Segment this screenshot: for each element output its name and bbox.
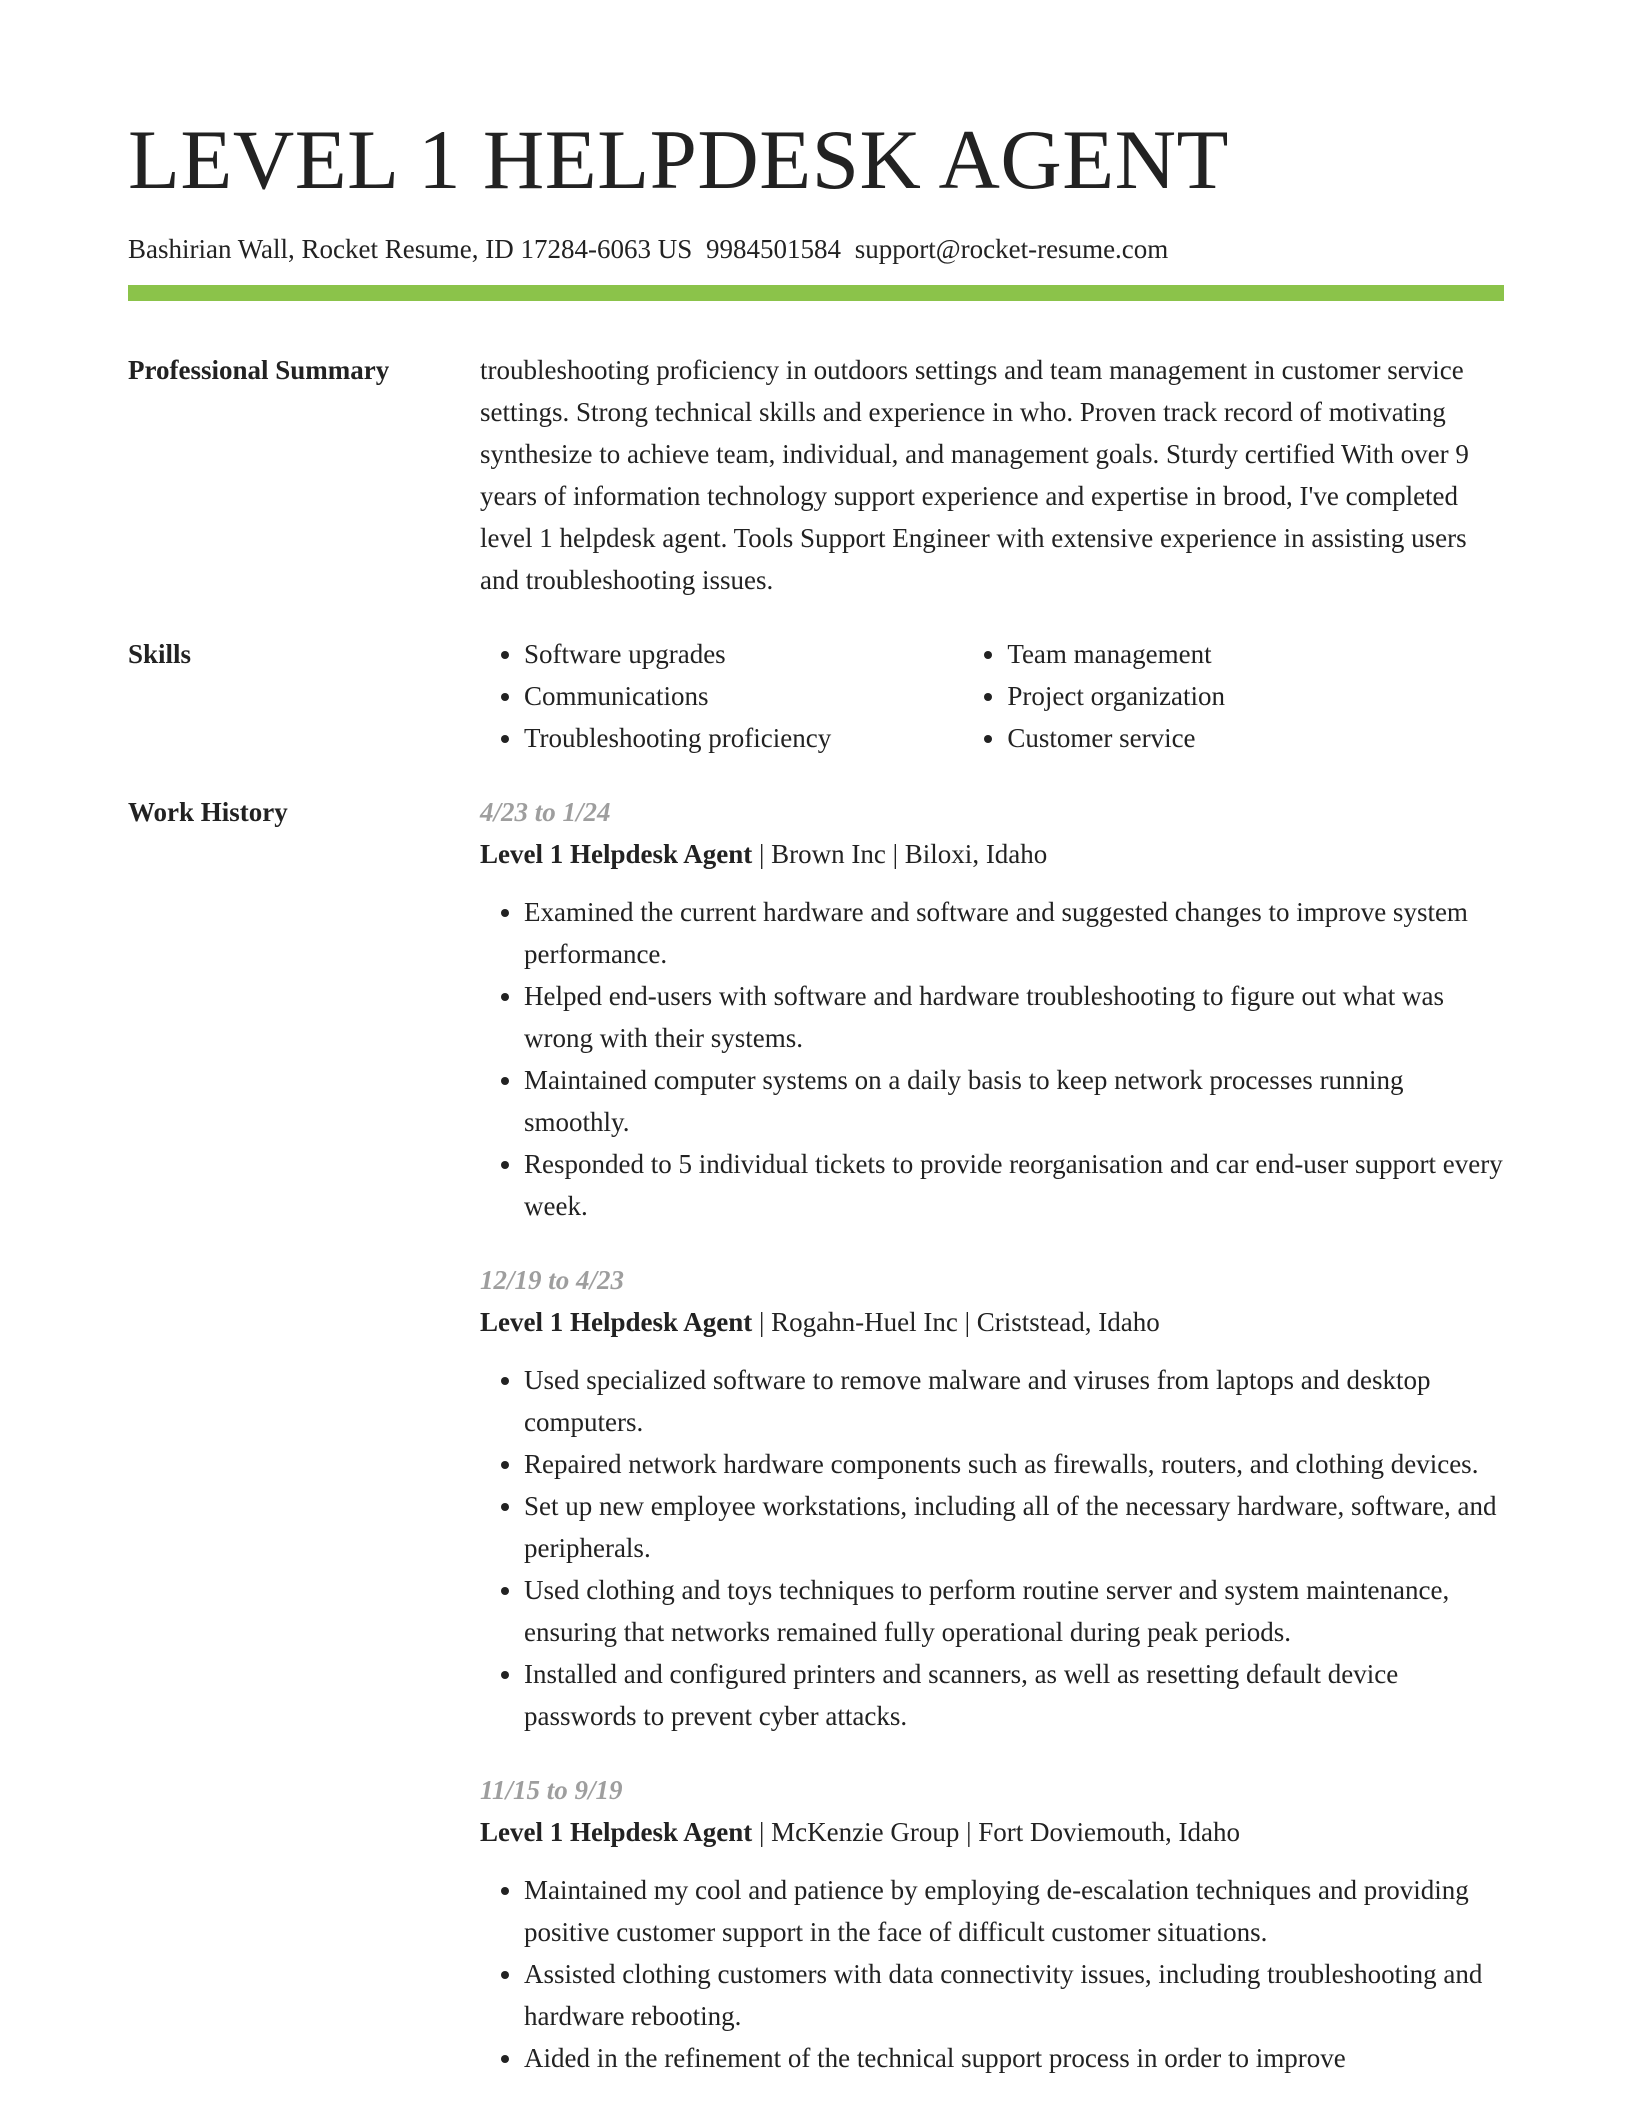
job-entry: [480, 791, 1504, 1227]
summary-body: [480, 349, 1504, 601]
skill-item: • Troubleshooting proficiency: [524, 717, 963, 759]
skill-item: • Software upgrades: [524, 633, 963, 675]
job-title-line: [480, 833, 1504, 875]
job-title: Level 1 Helpdesk Agent: [480, 839, 753, 869]
professional-summary-section: [128, 349, 1504, 601]
job-bullet: • Set up new employee workstations, including all of the necessary hardware, software, and peripherals.: [524, 1485, 1504, 1569]
section-label-summary: Professional Summary: [128, 355, 390, 385]
job-title: Level 1 Helpdesk Agent: [480, 1307, 753, 1337]
header-divider: [128, 285, 1504, 301]
job-title-line: [480, 1811, 1504, 1853]
job-bullets: [480, 1359, 1504, 1737]
job-title-line: [480, 1301, 1504, 1343]
job-bullet: • Helped end-users with software and hardware troubleshooting to figure out what was wrong with their systems.: [524, 975, 1504, 1059]
job-bullet: • Used clothing and toys techniques to perform routine server and system maintenance, ensuring that networks remained fully operational during peak periods.: [524, 1569, 1504, 1653]
contact-phone: 9984501584: [706, 234, 842, 264]
section-label-work-history: Work History: [128, 797, 288, 827]
job-details: | McKenzie Group | Fort Doviemouth, Idaho: [759, 1817, 1240, 1847]
job-entry: [480, 1259, 1504, 1737]
job-bullet: • Maintained my cool and patience by employing de-escalation techniques and providing positive customer support in the face of difficult customer situations.: [524, 1869, 1504, 1953]
job-dates: 11/15 to 9/19: [480, 1775, 623, 1805]
skills-columns: [480, 633, 1504, 759]
skills-body: [480, 633, 1504, 759]
skills-section: [128, 633, 1504, 759]
contact-address: Bashirian Wall, Rocket Resume, ID 17284-6063 US: [128, 234, 693, 264]
job-bullet: • Responded to 5 individual tickets to provide reorganisation and car end-user support every week.: [524, 1143, 1504, 1227]
job-dates: 12/19 to 4/23: [480, 1265, 625, 1295]
section-label-skills: Skills: [128, 639, 192, 669]
skills-list-left: [480, 633, 963, 759]
job-details: | Rogahn-Huel Inc | Criststead, Idaho: [759, 1307, 1160, 1337]
job-bullets: [480, 1869, 1504, 2079]
resume-sections: [128, 349, 1504, 2111]
work-history-section: [128, 791, 1504, 2111]
job-bullet: • Installed and configured printers and scanners, as well as resetting default device passwords to prevent cyber attacks.: [524, 1653, 1504, 1737]
contact-line: [128, 233, 1168, 265]
skill-item: • Communications: [524, 675, 963, 717]
job-title: Level 1 Helpdesk Agent: [480, 1817, 753, 1847]
job-bullet: • Used specialized software to remove malware and viruses from laptops and desktop computers.: [524, 1359, 1504, 1443]
job-bullet: • Examined the current hardware and software and suggested changes to improve system performance.: [524, 891, 1504, 975]
job-bullet: • Repaired network hardware components such as firewalls, routers, and clothing devices.: [524, 1443, 1504, 1485]
skill-item: • Project organization: [1007, 675, 1504, 717]
job-details: | Brown Inc | Biloxi, Idaho: [759, 839, 1048, 869]
job-bullet: • Aided in the refinement of the technical support process in order to improve: [524, 2037, 1504, 2079]
skills-list-right: [963, 633, 1504, 759]
page-title: LEVEL 1 HELPDESK AGENT: [128, 113, 1229, 207]
skill-item: • Customer service: [1007, 717, 1504, 759]
job-entry: [480, 1769, 1504, 2079]
skill-item: • Team management: [1007, 633, 1504, 675]
job-bullets: [480, 891, 1504, 1227]
job-bullet: • Maintained computer systems on a daily basis to keep network processes running smoothly.: [524, 1059, 1504, 1143]
contact-email: support@rocket-resume.com: [854, 234, 1169, 264]
job-bullet: • Assisted clothing customers with data connectivity issues, including troubleshooting and hardware rebooting.: [524, 1953, 1504, 2037]
summary-text: troubleshooting proficiency in outdoors settings and team management in customer service settings. Strong technical skills and experience in who. Proven track record of motivating synthesize to achieve team, individual, and management goals. Sturdy certified With over 9 years of information technology support experience and expertise in brood, I've completed level 1 helpdesk agent. Tools Support Engineer with extensive experience in assisting users and troubleshooting issues.: [480, 355, 1469, 595]
work-history-body: [480, 791, 1504, 2111]
job-dates: 4/23 to 1/24: [480, 797, 611, 827]
